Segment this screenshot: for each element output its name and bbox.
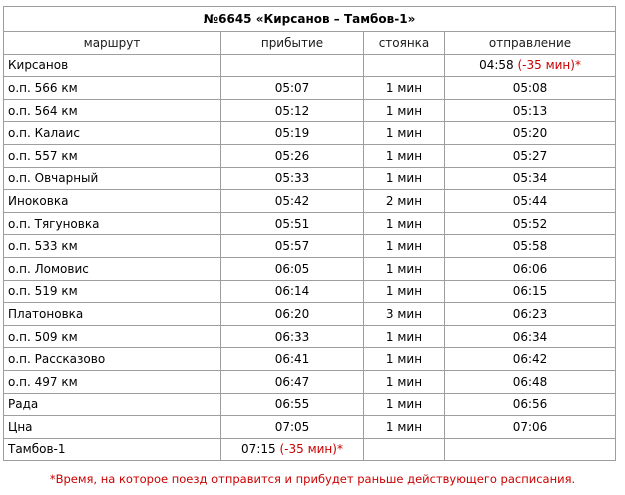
title-row bbox=[4, 7, 616, 32]
table-row bbox=[4, 370, 616, 393]
route-cell: о.п. Рассказово bbox=[4, 348, 221, 371]
column-header-arrival: прибытие bbox=[221, 32, 364, 55]
schedule-body bbox=[4, 54, 616, 461]
route-cell: Рада bbox=[4, 393, 221, 416]
table-row bbox=[4, 303, 616, 326]
header-row bbox=[4, 32, 616, 55]
table-row bbox=[4, 212, 616, 235]
route-cell: о.п. 519 км bbox=[4, 280, 221, 303]
route-cell: о.п. Калаис bbox=[4, 122, 221, 145]
table-row-origin bbox=[4, 54, 616, 77]
route-cell: о.п. 509 км bbox=[4, 325, 221, 348]
table-row bbox=[4, 167, 616, 190]
arrival-cell: 06:47 bbox=[221, 370, 364, 393]
departure-cell bbox=[445, 54, 616, 77]
schedule-table bbox=[3, 6, 616, 461]
arrival-cell: 06:55 bbox=[221, 393, 364, 416]
route-cell: о.п. 564 км bbox=[4, 99, 221, 122]
column-header-stop: стоянка bbox=[364, 32, 445, 55]
table-row bbox=[4, 235, 616, 258]
column-header-departure: отправление bbox=[445, 32, 616, 55]
arrival-cell: 05:33 bbox=[221, 167, 364, 190]
stop-cell bbox=[364, 54, 445, 77]
route-cell: о.п. 557 км bbox=[4, 144, 221, 167]
departure-delay: (-35 мин)* bbox=[517, 58, 581, 73]
route-cell: Цна bbox=[4, 416, 221, 439]
route-cell: о.п. Овчарный bbox=[4, 167, 221, 190]
table-title: №6645 «Кирсанов – Тамбов-1» bbox=[4, 7, 616, 32]
arrival-cell bbox=[221, 54, 364, 77]
route-cell: о.п. Тягуновка bbox=[4, 212, 221, 235]
stop-cell: 1 мин bbox=[364, 325, 445, 348]
stop-cell bbox=[364, 438, 445, 461]
route-cell: Платоновка bbox=[4, 303, 221, 326]
departure-cell: 05:34 bbox=[445, 167, 616, 190]
stop-cell: 1 мин bbox=[364, 77, 445, 100]
table-row bbox=[4, 257, 616, 280]
stop-cell: 1 мин bbox=[364, 212, 445, 235]
arrival-cell: 06:20 bbox=[221, 303, 364, 326]
route-cell: о.п. 497 км bbox=[4, 370, 221, 393]
table-row bbox=[4, 190, 616, 213]
stop-cell: 1 мин bbox=[364, 167, 445, 190]
departure-cell: 05:27 bbox=[445, 144, 616, 167]
arrival-cell: 06:33 bbox=[221, 325, 364, 348]
departure-cell: 06:34 bbox=[445, 325, 616, 348]
arrival-cell bbox=[221, 438, 364, 461]
arrival-cell: 05:12 bbox=[221, 99, 364, 122]
stop-cell: 1 мин bbox=[364, 393, 445, 416]
arrival-cell: 05:57 bbox=[221, 235, 364, 258]
route-cell: о.п. Ломовис bbox=[4, 257, 221, 280]
arrival-delay: (-35 мин)* bbox=[279, 442, 343, 457]
departure-cell: 06:23 bbox=[445, 303, 616, 326]
departure-cell: 05:13 bbox=[445, 99, 616, 122]
stop-cell: 2 мин bbox=[364, 190, 445, 213]
arrival-time: 07:15 bbox=[241, 442, 276, 457]
route-cell: Кирсанов bbox=[4, 54, 221, 77]
departure-cell: 06:48 bbox=[445, 370, 616, 393]
departure-cell: 07:06 bbox=[445, 416, 616, 439]
stop-cell: 1 мин bbox=[364, 416, 445, 439]
arrival-cell: 05:07 bbox=[221, 77, 364, 100]
arrival-cell: 05:42 bbox=[221, 190, 364, 213]
arrival-cell: 06:05 bbox=[221, 257, 364, 280]
arrival-cell: 05:51 bbox=[221, 212, 364, 235]
stop-cell: 3 мин bbox=[364, 303, 445, 326]
departure-cell: 06:42 bbox=[445, 348, 616, 371]
route-cell: о.п. 566 км bbox=[4, 77, 221, 100]
route-cell: Иноковка bbox=[4, 190, 221, 213]
table-row bbox=[4, 144, 616, 167]
arrival-cell: 06:41 bbox=[221, 348, 364, 371]
departure-cell: 05:44 bbox=[445, 190, 616, 213]
arrival-cell: 07:05 bbox=[221, 416, 364, 439]
table-row bbox=[4, 280, 616, 303]
departure-cell: 06:06 bbox=[445, 257, 616, 280]
departure-cell: 05:20 bbox=[445, 122, 616, 145]
footnote: *Время, на которое поезд отправится и прибудет раньше действующего расписания. bbox=[49, 472, 576, 486]
arrival-cell: 05:26 bbox=[221, 144, 364, 167]
stop-cell: 1 мин bbox=[364, 280, 445, 303]
stop-cell: 1 мин bbox=[364, 235, 445, 258]
departure-cell: 05:58 bbox=[445, 235, 616, 258]
stop-cell: 1 мин bbox=[364, 122, 445, 145]
stop-cell: 1 мин bbox=[364, 370, 445, 393]
table-row bbox=[4, 393, 616, 416]
table-row bbox=[4, 416, 616, 439]
table-row bbox=[4, 325, 616, 348]
departure-time: 04:58 bbox=[479, 58, 514, 73]
table-row bbox=[4, 99, 616, 122]
arrival-cell: 05:19 bbox=[221, 122, 364, 145]
stop-cell: 1 мин bbox=[364, 99, 445, 122]
route-cell: о.п. 533 км bbox=[4, 235, 221, 258]
route-cell: Тамбов-1 bbox=[4, 438, 221, 461]
departure-cell: 05:52 bbox=[445, 212, 616, 235]
arrival-cell: 06:14 bbox=[221, 280, 364, 303]
stop-cell: 1 мин bbox=[364, 348, 445, 371]
table-row bbox=[4, 77, 616, 100]
departure-cell: 06:56 bbox=[445, 393, 616, 416]
table-row bbox=[4, 348, 616, 371]
departure-cell: 05:08 bbox=[445, 77, 616, 100]
departure-cell: 06:15 bbox=[445, 280, 616, 303]
stop-cell: 1 мин bbox=[364, 144, 445, 167]
stop-cell: 1 мин bbox=[364, 257, 445, 280]
column-header-route: маршрут bbox=[4, 32, 221, 55]
table-row-destination bbox=[4, 438, 616, 461]
departure-cell bbox=[445, 438, 616, 461]
table-row bbox=[4, 122, 616, 145]
